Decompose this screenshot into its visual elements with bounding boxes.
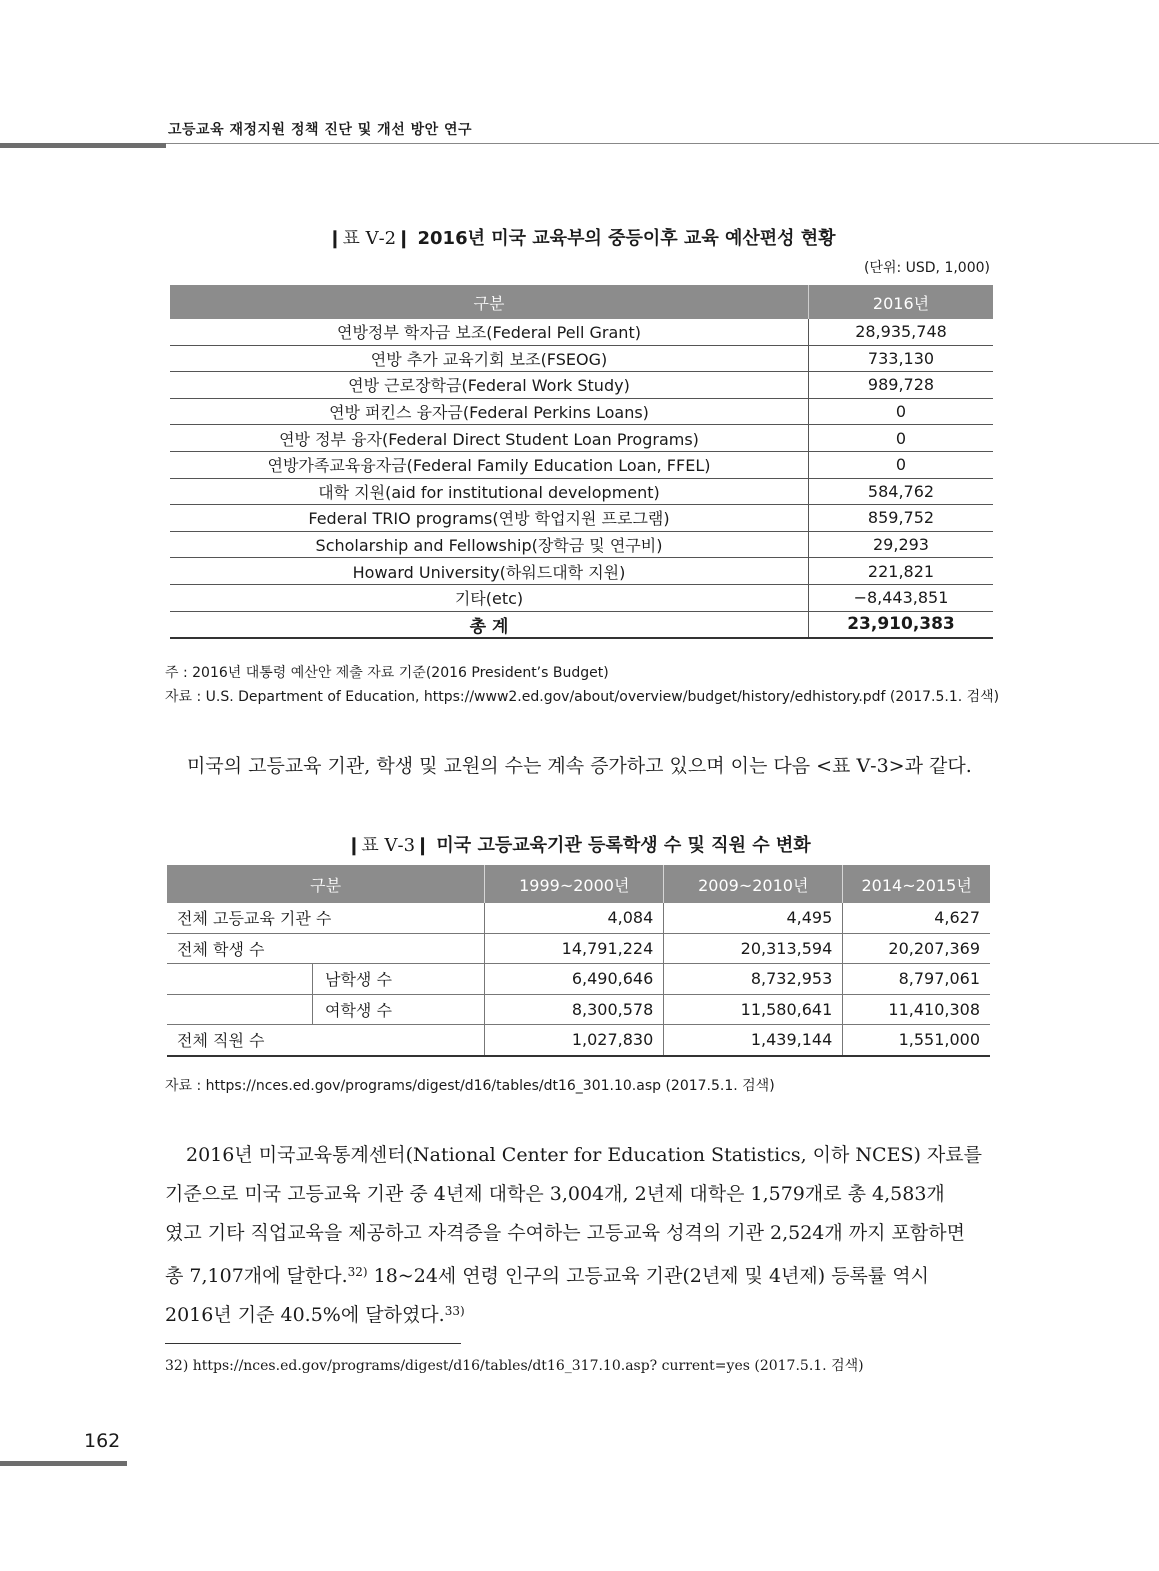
row-indent xyxy=(167,994,313,1025)
table-row xyxy=(170,345,993,372)
row-value: 0 xyxy=(809,398,994,425)
row-value: 733,130 xyxy=(809,345,994,372)
row-value: 4,495 xyxy=(664,903,843,933)
row-indent xyxy=(167,964,313,995)
table-row xyxy=(170,505,993,532)
table-row xyxy=(170,584,993,611)
row-value: 1,027,830 xyxy=(485,1025,664,1056)
footnote-divider xyxy=(165,1343,461,1344)
table2-caption-mark: ❙표 Ⅴ-3❙ xyxy=(346,835,431,856)
row-value: 859,752 xyxy=(809,505,994,532)
table-row xyxy=(167,1025,990,1056)
table1-unit: (단위: USD, 1,000) xyxy=(863,260,990,276)
row-value: 11,410,308 xyxy=(843,994,990,1025)
page-number-bar xyxy=(0,1461,127,1466)
column-header-category: 구분 xyxy=(170,285,809,319)
row-value: 1,551,000 xyxy=(843,1025,990,1056)
table-row xyxy=(167,903,990,933)
paragraph-line: 였고 기타 직업교육을 제공하고 자격증을 수여하는 고등교육 성격의 기관 2,524개 까지 포함하면 xyxy=(165,1222,965,1244)
row-value: 8,300,578 xyxy=(485,994,664,1025)
table2-caption-title: 미국 고등교육기관 등록학생 수 및 직원 수 변화 xyxy=(436,835,811,856)
row-value: 14,791,224 xyxy=(485,933,664,964)
row-value: 29,293 xyxy=(809,531,994,558)
row-value: 20,313,594 xyxy=(664,933,843,964)
row-label: 연방 퍼킨스 융자금(Federal Perkins Loans) xyxy=(170,398,809,425)
page-number: 162 xyxy=(84,1430,121,1452)
row-value: 8,732,953 xyxy=(664,964,843,995)
row-value: 584,762 xyxy=(809,478,994,505)
row-value: 20,207,369 xyxy=(843,933,990,964)
table-row xyxy=(170,372,993,399)
total-label: 총 계 xyxy=(170,611,809,638)
paragraph-line: 2016년 미국교육통계센터(National Center for Education Statistics, 이하 NCES) 자료를 xyxy=(186,1144,982,1166)
table-row xyxy=(170,319,993,345)
paragraph-text: 총 7,107개에 달한다. xyxy=(165,1265,348,1287)
table-header-row xyxy=(167,865,990,903)
enrollment-table xyxy=(167,865,990,1057)
budget-table xyxy=(170,285,993,639)
column-header-2016: 2016년 xyxy=(809,285,994,319)
table1-note: 주 : 2016년 대통령 예산안 제출 자료 기준(2016 President’s Budget) xyxy=(165,665,609,681)
row-value: 989,728 xyxy=(809,372,994,399)
paragraph-line: 기준으로 미국 고등교육 기관 중 4년제 대학은 3,004개, 2년제 대학은 1,579개로 총 4,583개 xyxy=(165,1183,945,1205)
table2-source: 자료 : https://nces.ed.gov/programs/digest/d16/tables/dt16_301.10.asp (2017.5.1. 검색) xyxy=(165,1078,775,1094)
row-label: 대학 지원(aid for institutional development) xyxy=(170,478,809,505)
table-row xyxy=(167,994,990,1025)
row-label: Federal TRIO programs(연방 학업지원 프로그램) xyxy=(170,505,809,532)
body-paragraph xyxy=(165,1136,991,1331)
table-row xyxy=(170,478,993,505)
column-header-2014-2015: 2014~2015년 xyxy=(843,865,990,903)
table1-source: 자료 : U.S. Department of Education, https://www2.ed.gov/about/overview/budget/history/edhistory.pdf (2017.5.1. 검색) xyxy=(165,689,1000,705)
paragraph-text: 18~24세 연령 인구의 고등교육 기관(2년제 및 4년제) 등록률 역시 xyxy=(367,1265,930,1287)
header-divider xyxy=(0,143,1159,144)
column-header-1999-2000: 1999~2000년 xyxy=(485,865,664,903)
table2-caption xyxy=(167,831,990,857)
row-label: 기타(etc) xyxy=(170,584,809,611)
table-header-row xyxy=(170,285,993,319)
row-value: 1,439,144 xyxy=(664,1025,843,1056)
total-value: 23,910,383 xyxy=(809,611,994,638)
row-value: 0 xyxy=(809,451,994,478)
table-row xyxy=(170,398,993,425)
row-sublabel: 남학생 수 xyxy=(313,964,485,995)
table1-caption-title: 2016년 미국 교육부의 중등이후 교육 예산편성 현황 xyxy=(417,228,836,249)
running-header: 고등교육 재정지원 정책 진단 및 개선 방안 연구 xyxy=(168,122,473,138)
row-label: 전체 학생 수 xyxy=(167,933,485,964)
row-label: Howard University(하워드대학 지원) xyxy=(170,558,809,585)
table-total-row xyxy=(170,611,993,638)
row-label: 연방정부 학자금 보조(Federal Pell Grant) xyxy=(170,319,809,345)
footnote-ref-33[interactable]: 33) xyxy=(444,1304,465,1318)
row-value: −8,443,851 xyxy=(809,584,994,611)
paragraph-line xyxy=(165,1253,991,1292)
row-label: 전체 직원 수 xyxy=(167,1025,485,1056)
table-row xyxy=(170,531,993,558)
intro-sentence: 미국의 고등교육 기관, 학생 및 교원의 수는 계속 증가하고 있으며 이는 다음 <표 Ⅴ-3>과 같다. xyxy=(187,755,972,777)
row-label: Scholarship and Fellowship(장학금 및 연구비) xyxy=(170,531,809,558)
header-divider-accent xyxy=(0,143,166,148)
paragraph-text: 2016년 기준 40.5%에 달하였다. xyxy=(165,1304,445,1326)
table1-caption-mark: ❙표 Ⅴ-2❙ xyxy=(327,228,412,249)
footnote-ref-32[interactable]: 32) xyxy=(347,1265,368,1279)
table1-caption xyxy=(170,224,993,250)
row-value: 8,797,061 xyxy=(843,964,990,995)
row-label: 전체 고등교육 기관 수 xyxy=(167,903,485,933)
footnote-32: 32) https://nces.ed.gov/programs/digest/d16/tables/dt16_317.10.asp? current=yes (2017.5.1. 검색) xyxy=(165,1358,864,1374)
row-sublabel: 여학생 수 xyxy=(313,994,485,1025)
row-label: 연방 정부 융자(Federal Direct Student Loan Programs) xyxy=(170,425,809,452)
paragraph-line xyxy=(165,1292,991,1331)
row-value: 221,821 xyxy=(809,558,994,585)
row-value: 28,935,748 xyxy=(809,319,994,345)
row-value: 0 xyxy=(809,425,994,452)
row-value: 4,084 xyxy=(485,903,664,933)
table-row xyxy=(170,558,993,585)
table-row xyxy=(167,964,990,995)
column-header-2009-2010: 2009~2010년 xyxy=(664,865,843,903)
row-label: 연방 추가 교육기회 보조(FSEOG) xyxy=(170,345,809,372)
row-label: 연방가족교육융자금(Federal Family Education Loan, FFEL) xyxy=(170,451,809,478)
column-header-category: 구분 xyxy=(167,865,485,903)
table-row xyxy=(170,425,993,452)
table-row xyxy=(170,451,993,478)
row-value: 4,627 xyxy=(843,903,990,933)
table-row xyxy=(167,933,990,964)
row-value: 6,490,646 xyxy=(485,964,664,995)
row-value: 11,580,641 xyxy=(664,994,843,1025)
row-label: 연방 근로장학금(Federal Work Study) xyxy=(170,372,809,399)
